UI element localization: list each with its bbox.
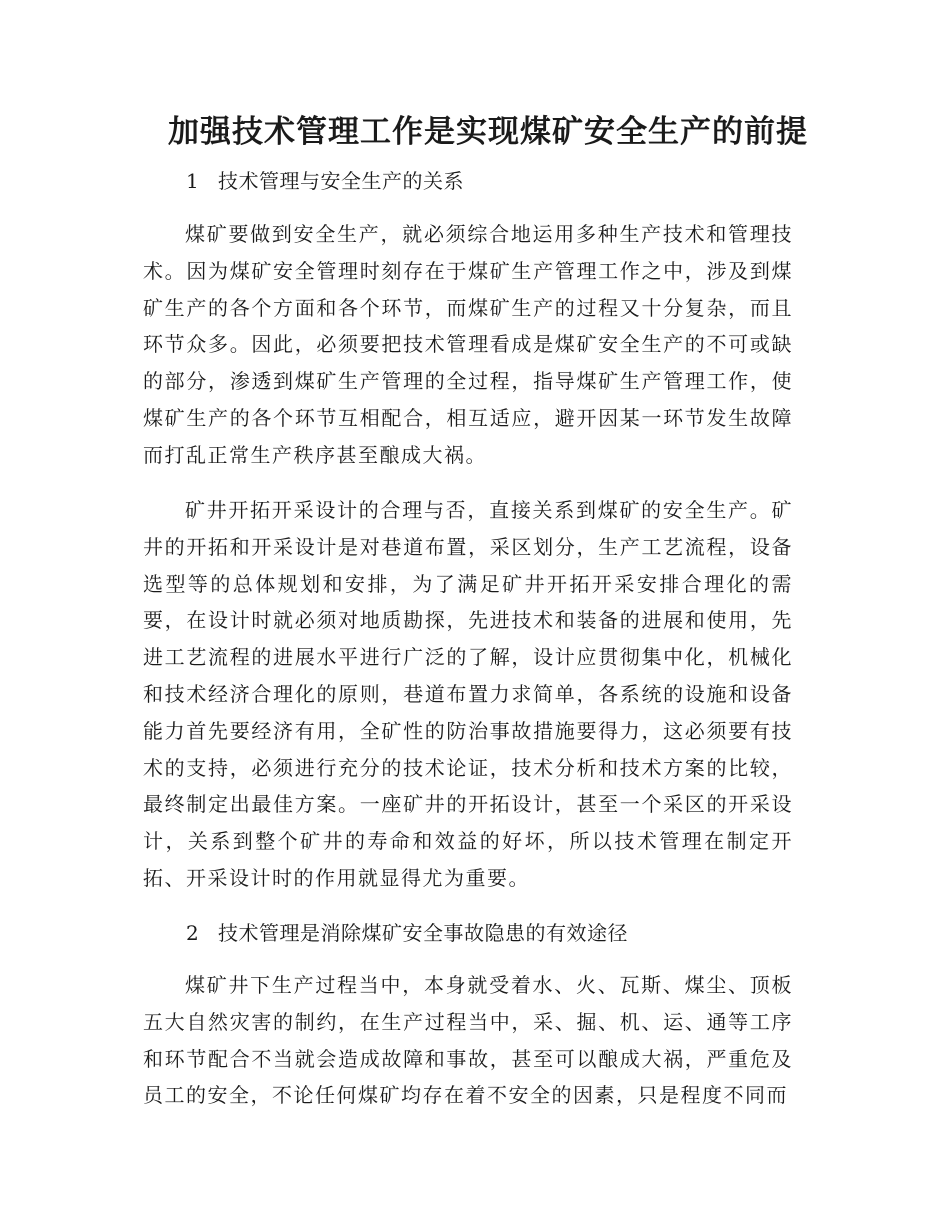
section-number: 1 — [186, 169, 200, 193]
section-heading-2 — [186, 918, 628, 948]
paragraph: 煤矿井下生产过程当中，本身就受着水、火、瓦斯、煤尘、顶板五大自然灾害的制约，在生产过程当中，采、掘、机、运、通等工序和环节配合不当就会造成故障和事故，甚至可以酿成大祸，严重危及员工的安全，不论任何煤矿均存在着不安全的因素，只是程度不同而 — [143, 973, 793, 1108]
section-heading-text: 技术管理是消除煤矿安全事故隐患的有效途径 — [218, 921, 628, 945]
paragraph: 矿井开拓开采设计的合理与否，直接关系到煤矿的安全生产。矿井的开拓和开采设计是对巷道布置，采区划分，生产工艺流程，设备选型等的总体规划和安排，为了满足矿井开拓开采安排合理化的需要，在设计时就必须对地质勘探，先进技术和装备的进展和使用，先进工艺流程的进展水平进行广泛的了解，设计应贯彻集中化，机械化和技术经济合理化的原则，巷道布置力求简单，各系统的设施和设备能力首先要经济有用，全矿性的防治事故措施要得力，这必须要有技术的支持，必须进行充分的技术论证，技术分析和技术方案的比较，最终制定出最佳方案。一座矿井的开拓设计，甚至一个采区的开采设计，关系到整个矿井的寿命和效益的好坏，所以技术管理在制定开拓、开采设计时的作用就显得尤为重要。 — [143, 498, 793, 890]
section-heading-text: 技术管理与安全生产的关系 — [218, 169, 464, 193]
section-number: 2 — [186, 921, 200, 945]
document-title: 加强技术管理工作是实现煤矿安全生产的前提 — [168, 114, 808, 150]
paragraph: 煤矿要做到安全生产，就必须综合地运用多种生产技术和管理技术。因为煤矿安全管理时刻存在于煤矿生产管理工作之中，涉及到煤矿生产的各个方面和各个环节，而煤矿生产的过程又十分复杂，而且环节众多。因此，必须要把技术管理看成是煤矿安全生产的不可或缺的部分，渗透到煤矿生产管理的全过程，指导煤矿生产管理工作，使煤矿生产的各个环节互相配合，相互适应，避开因某一环节发生故障而打乱正常生产秩序甚至酿成大祸。 — [143, 222, 793, 467]
section-heading-1 — [186, 166, 464, 196]
